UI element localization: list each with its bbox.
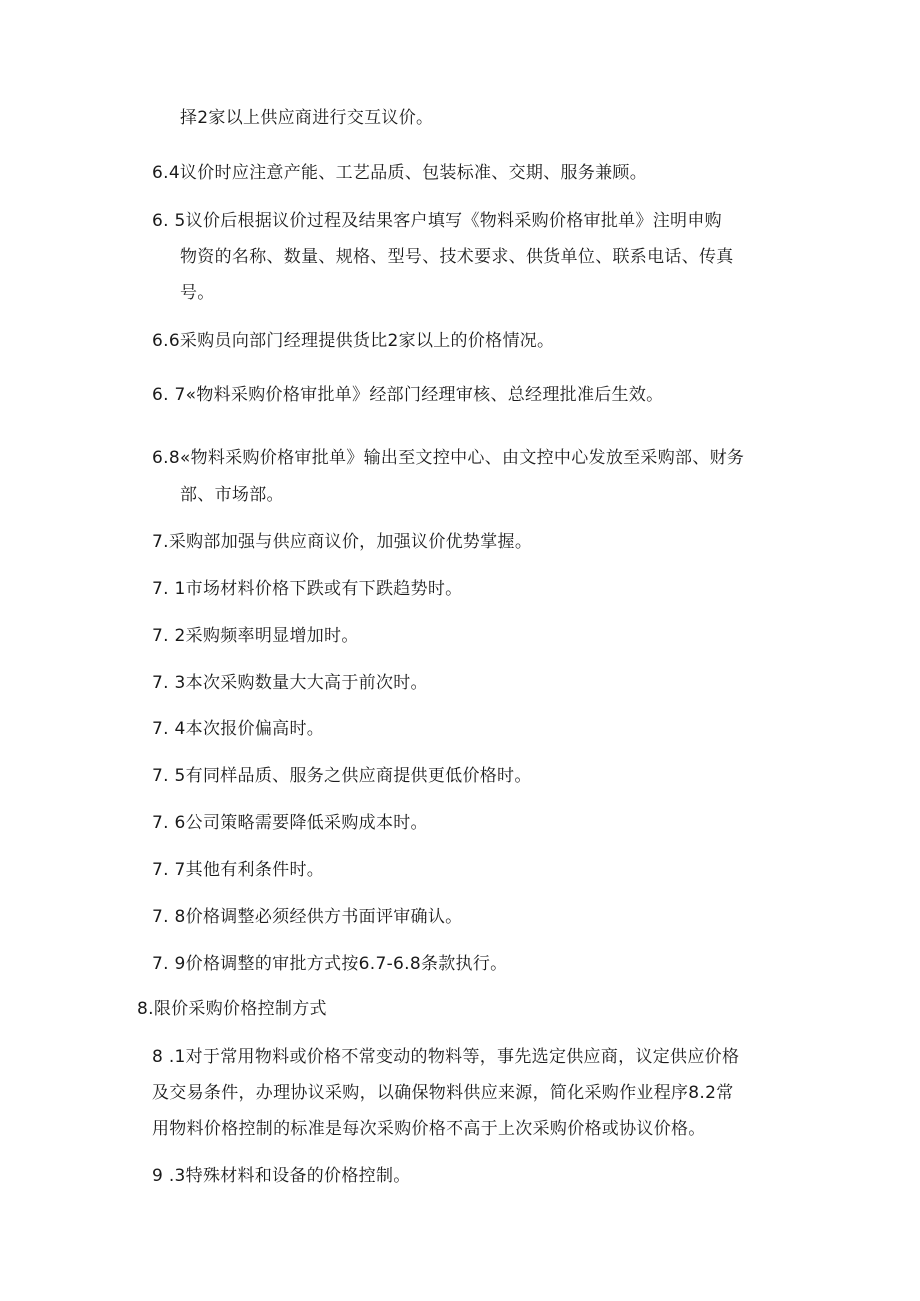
section-heading: 7.采购部加强与供应商议价，加强议价优势掌握。 bbox=[152, 532, 533, 552]
text-line: 择2家以上供应商进行交互议价。 bbox=[180, 108, 434, 128]
text-line: 6.8«物料采购价格审批单》输出至文控中心、由文控中心发放至采购部、财务 bbox=[152, 448, 745, 468]
text-line: 6. 5议价后根据议价过程及结果客户填写《物料采购价格审批单》注明申购 bbox=[152, 211, 722, 231]
text-line: 7. 8价格调整必须经供方书面评审确认。 bbox=[152, 907, 463, 927]
text-line: 7. 2采购频率明显增加时。 bbox=[152, 626, 359, 646]
text-line: 6.6采购员向部门经理提供货比2家以上的价格情况。 bbox=[152, 331, 555, 351]
text-line: 9 .3特殊材料和设备的价格控制。 bbox=[152, 1166, 411, 1186]
text-line: 7. 3本次采购数量大大高于前次时。 bbox=[152, 673, 428, 693]
section-heading: 8.限价采购价格控制方式 bbox=[137, 999, 327, 1019]
text-line: 物资的名称、数量、规格、型号、技术要求、供货单位、联系电话、传真 bbox=[180, 247, 734, 267]
text-line: 7. 9价格调整的审批方式按6.7-6.8条款执行。 bbox=[152, 954, 508, 974]
text-line: 6.4议价时应注意产能、工艺品质、包装标准、交期、服务兼顾。 bbox=[152, 163, 648, 183]
text-line: 7. 7其他有利条件时。 bbox=[152, 860, 325, 880]
text-line: 7. 6公司策略需要降低采购成本时。 bbox=[152, 813, 428, 833]
text-line: 用物料价格控制的标准是每次采购价格不高于上次采购价格或协议价格。 bbox=[152, 1119, 706, 1139]
text-line: 7. 5有同样品质、服务之供应商提供更低价格时。 bbox=[152, 766, 532, 786]
text-line: 8 .1对于常用物料或价格不常变动的物料等，事先选定供应商，议定供应价格 bbox=[152, 1047, 740, 1067]
text-line: 号。 bbox=[180, 283, 215, 303]
text-line: 6. 7«物料采购价格审批单》经部门经理审核、总经理批准后生效。 bbox=[152, 385, 664, 405]
text-line: 7. 1市场材料价格下跌或有下跌趋势时。 bbox=[152, 579, 463, 599]
text-line: 部、市场部。 bbox=[180, 485, 284, 505]
text-line: 7. 4本次报价偏高时。 bbox=[152, 719, 325, 739]
text-line: 及交易条件，办理协议采购，以确保物料供应来源，简化采购作业程序8.2常 bbox=[152, 1083, 734, 1103]
